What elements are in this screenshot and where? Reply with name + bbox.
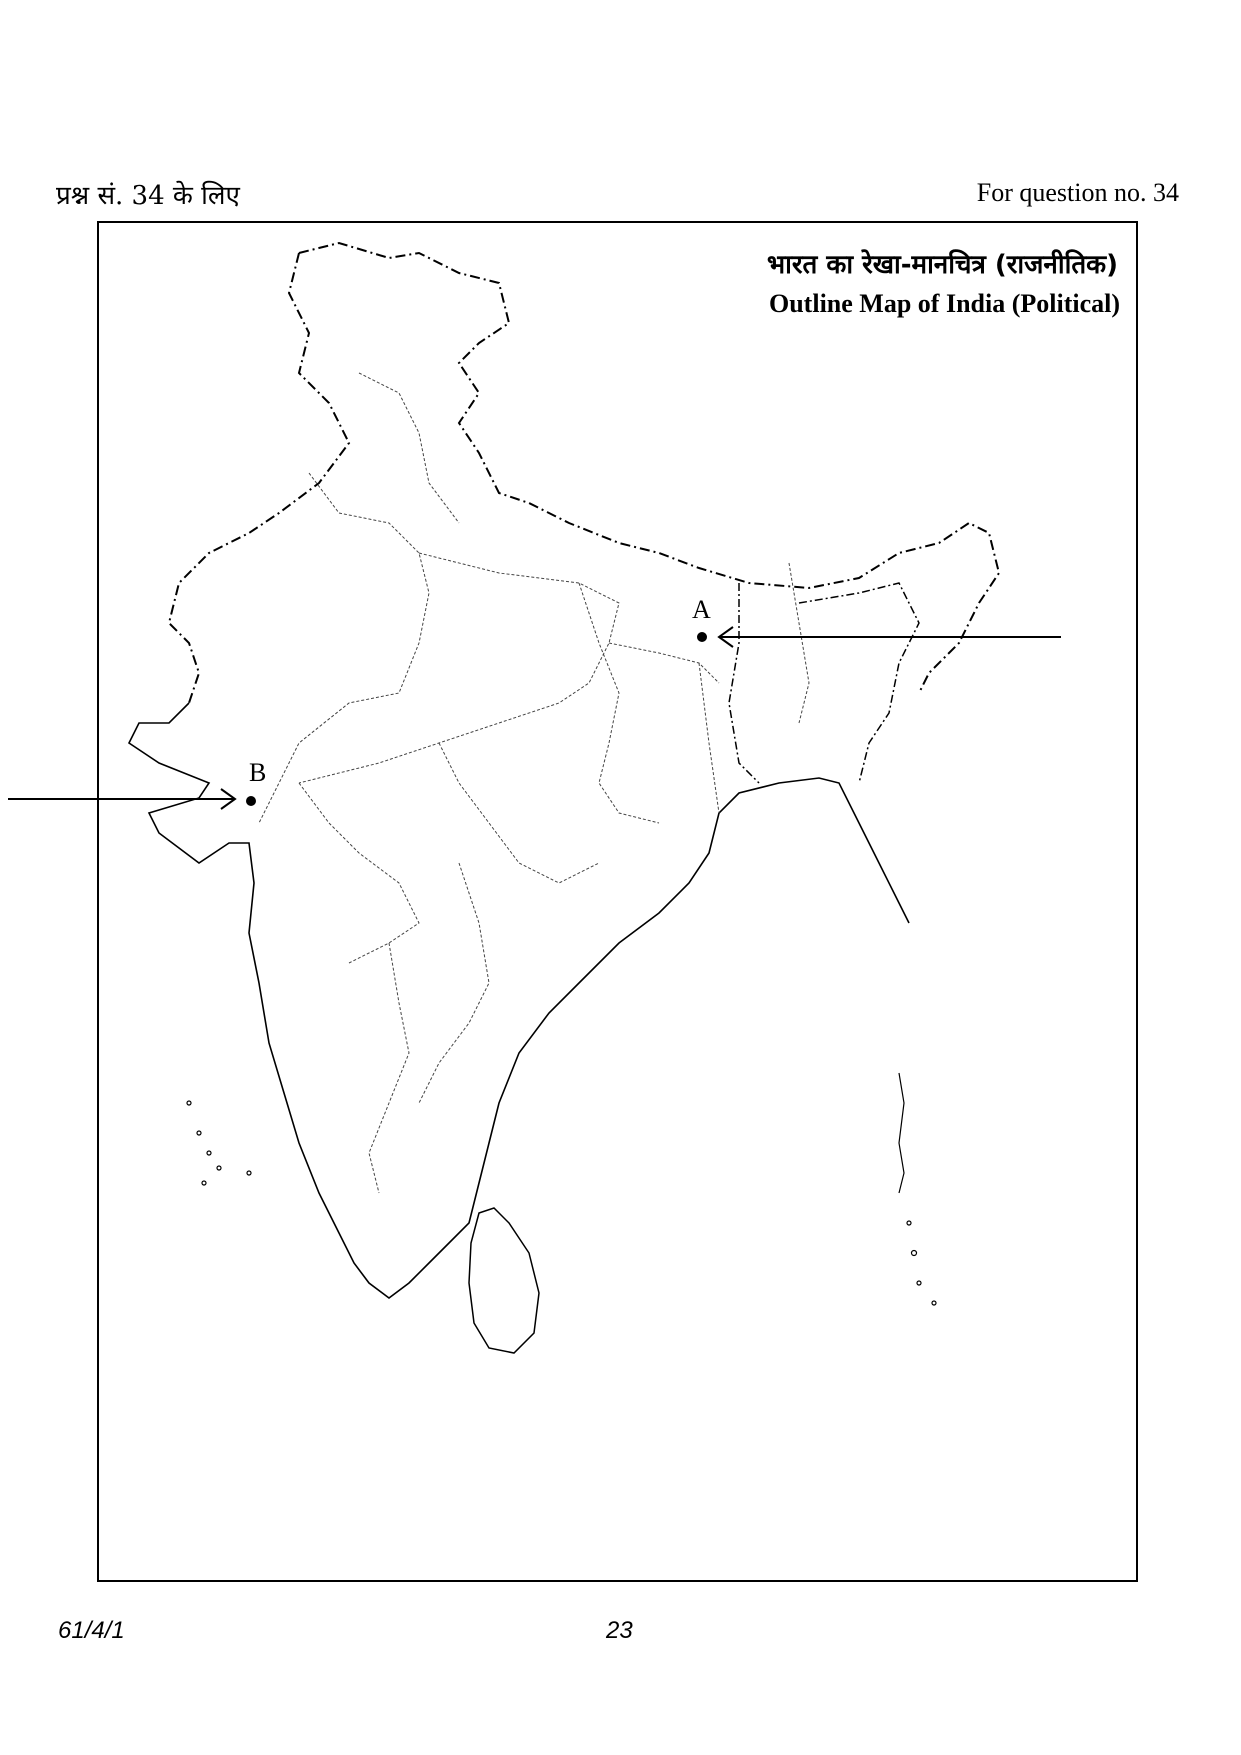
sri-lanka-outline [469, 1208, 539, 1353]
lakshadweep-islands [187, 1101, 251, 1185]
map-title-hindi: भारत का रेखा-मानचित्र (राजनीतिक) [766, 250, 1118, 280]
page-number: 23 [606, 1617, 633, 1644]
map-frame [97, 221, 1138, 1582]
india-outline-map [99, 223, 1140, 1584]
paper-code: 61/4/1 [58, 1617, 125, 1644]
western-border [169, 253, 349, 703]
marker-b-label: B [249, 758, 267, 787]
andaman-nicobar-islands [899, 1073, 936, 1305]
northeast-outline [729, 583, 919, 783]
state-boundaries [259, 373, 809, 1193]
marker-a-point [697, 632, 707, 642]
map-title-english: Outline Map of India (Political) [769, 289, 1120, 318]
header-hindi: प्रश्न सं. 34 के लिए [56, 181, 240, 211]
header-english: For question no. 34 [976, 178, 1179, 207]
marker-a-label: A [692, 595, 711, 624]
marker-b-point [246, 796, 256, 806]
coastline [129, 703, 909, 1298]
